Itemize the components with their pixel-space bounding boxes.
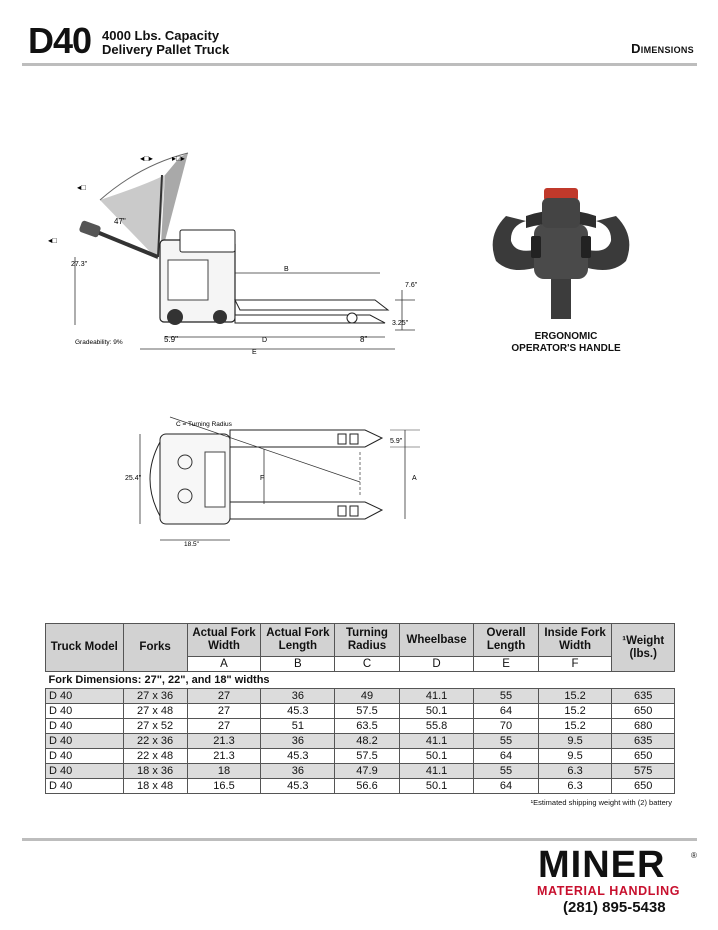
letter-b: B <box>261 657 335 672</box>
cell-model: D 40 <box>46 749 124 764</box>
cell-weight: 650 <box>612 749 675 764</box>
cell-c: 57.5 <box>335 749 399 764</box>
table-row <box>46 749 675 764</box>
svg-text:◂□: ◂□ <box>77 183 86 192</box>
cell-a: 27 <box>187 689 261 704</box>
cell-c: 57.5 <box>335 704 399 719</box>
header-fork-length: Actual Fork Length <box>261 624 335 657</box>
cell-e: 64 <box>474 749 538 764</box>
handle-caption-line1: ERGONOMIC <box>534 331 598 342</box>
svg-text:◂□: ◂□ <box>48 236 57 245</box>
cell-d: 50.1 <box>399 779 474 794</box>
dim-8-label: 8" <box>360 335 368 344</box>
logo-subtitle: MATERIAL HANDLING <box>537 884 681 898</box>
cell-forks: 18 x 36 <box>123 764 187 779</box>
table-row <box>46 764 675 779</box>
cell-model: D 40 <box>46 704 124 719</box>
svg-text:◂□▸: ◂□▸ <box>140 154 153 163</box>
cell-e: 55 <box>474 689 538 704</box>
cell-forks: 27 x 52 <box>123 719 187 734</box>
cell-c: 56.6 <box>335 779 399 794</box>
cell-a: 21.3 <box>187 749 261 764</box>
cell-forks: 27 x 48 <box>123 704 187 719</box>
height-325-label: 3.25" <box>392 320 409 327</box>
header-overall-length: Overall Length <box>474 624 538 657</box>
header-weight: ¹Weight (lbs.) <box>612 624 675 672</box>
cell-e: 70 <box>474 719 538 734</box>
svg-text:▸□▸: ▸□▸ <box>172 154 185 163</box>
dim-a-label: A <box>412 475 417 482</box>
cell-b: 45.3 <box>261 749 335 764</box>
cell-c: 47.9 <box>335 764 399 779</box>
cell-d: 50.1 <box>399 749 474 764</box>
dim-b-label: B <box>284 266 289 273</box>
cell-f: 6.3 <box>538 764 612 779</box>
dim-d-label: D <box>262 337 268 344</box>
header-inside-fork-width: Inside Fork Width <box>538 624 612 657</box>
header-fork-width: Actual Fork Width <box>187 624 261 657</box>
header-divider <box>22 63 697 66</box>
cell-f: 9.5 <box>538 734 612 749</box>
cell-weight: 635 <box>612 689 675 704</box>
cell-a: 21.3 <box>187 734 261 749</box>
cell-f: 6.3 <box>538 779 612 794</box>
cell-e: 64 <box>474 704 538 719</box>
cell-weight: 635 <box>612 734 675 749</box>
dim-59-label: 5.9" <box>164 335 178 344</box>
table-row <box>46 734 675 749</box>
width-59-label: 5.9" <box>390 438 403 445</box>
cell-c: 63.5 <box>335 719 399 734</box>
gradeability-label: Gradeability: 9% <box>75 339 123 346</box>
fork-dimensions-group-row <box>46 672 675 689</box>
fork-dimensions-label: Fork Dimensions: 27", 22", and 18" widths <box>46 672 675 689</box>
header-wheelbase: Wheelbase <box>399 624 474 657</box>
capacity-line: 4000 Lbs. Capacity <box>102 28 220 43</box>
cell-d: 41.1 <box>399 689 474 704</box>
cell-weight: 575 <box>612 764 675 779</box>
height-76-label: 7.6" <box>405 282 418 289</box>
cell-a: 16.5 <box>187 779 261 794</box>
cell-model: D 40 <box>46 734 124 749</box>
miner-logo: MINER <box>538 844 666 886</box>
cell-model: D 40 <box>46 719 124 734</box>
cell-d: 55.8 <box>399 719 474 734</box>
table-row <box>46 704 675 719</box>
table-row <box>46 689 675 704</box>
header-truck-model: Truck Model <box>46 624 124 672</box>
cell-d: 41.1 <box>399 764 474 779</box>
cell-f: 15.2 <box>538 689 612 704</box>
letter-c: C <box>335 657 399 672</box>
cell-c: 48.2 <box>335 734 399 749</box>
width-254-label: 25.4" <box>125 475 142 482</box>
cell-e: 55 <box>474 764 538 779</box>
cell-model: D 40 <box>46 689 124 704</box>
phone-number: (281) 895-5438 <box>563 899 666 916</box>
cell-b: 36 <box>261 734 335 749</box>
table-row <box>46 719 675 734</box>
cell-e: 55 <box>474 734 538 749</box>
table-header-row <box>46 624 675 657</box>
specification-table <box>45 623 675 794</box>
cell-f: 15.2 <box>538 704 612 719</box>
model-subtitle <box>102 29 229 57</box>
cell-forks: 18 x 48 <box>123 779 187 794</box>
truck-type-line: Delivery Pallet Truck <box>102 42 230 57</box>
dim-e-label: E <box>252 349 257 356</box>
footer-divider <box>22 838 697 841</box>
cell-b: 36 <box>261 689 335 704</box>
cell-b: 45.3 <box>261 704 335 719</box>
top-view-drawing <box>120 412 430 550</box>
handle-caption-line2: OPERATOR'S HANDLE <box>511 343 621 354</box>
cell-forks: 22 x 48 <box>123 749 187 764</box>
cell-model: D 40 <box>46 764 124 779</box>
height-27-label: 27.3" <box>71 261 88 268</box>
cell-forks: 22 x 36 <box>123 734 187 749</box>
width-185-label: 18.5" <box>184 541 199 548</box>
registered-mark: ® <box>691 851 697 860</box>
letter-e: E <box>474 657 538 672</box>
cell-a: 27 <box>187 719 261 734</box>
cell-forks: 27 x 36 <box>123 689 187 704</box>
cell-d: 41.1 <box>399 734 474 749</box>
cell-b: 51 <box>261 719 335 734</box>
cell-b: 36 <box>261 764 335 779</box>
cell-e: 64 <box>474 779 538 794</box>
dim-f-label: F <box>260 475 265 482</box>
cell-weight: 680 <box>612 719 675 734</box>
weight-footnote: ¹Estimated shipping weight with (2) battery <box>530 798 672 807</box>
letter-f: F <box>538 657 612 672</box>
table-row <box>46 779 675 794</box>
angle-47-label: 47" <box>114 217 126 226</box>
cell-a: 18 <box>187 764 261 779</box>
handle-caption <box>486 331 646 355</box>
cell-f: 9.5 <box>538 749 612 764</box>
cell-a: 27 <box>187 704 261 719</box>
model-title: D40 <box>28 20 92 61</box>
cell-weight: 650 <box>612 704 675 719</box>
cell-f: 15.2 <box>538 719 612 734</box>
turning-radius-label: C = Turning Radius <box>176 421 232 428</box>
cell-d: 50.1 <box>399 704 474 719</box>
header-turning-radius: Turning Radius <box>335 624 399 657</box>
section-title: Dimensions <box>631 41 694 56</box>
letter-a: A <box>187 657 261 672</box>
cell-model: D 40 <box>46 779 124 794</box>
cell-weight: 650 <box>612 779 675 794</box>
handle-illustration <box>486 186 636 326</box>
letter-d: D <box>399 657 474 672</box>
side-view-drawing <box>40 145 420 360</box>
cell-c: 49 <box>335 689 399 704</box>
header-forks: Forks <box>123 624 187 672</box>
cell-b: 45.3 <box>261 779 335 794</box>
